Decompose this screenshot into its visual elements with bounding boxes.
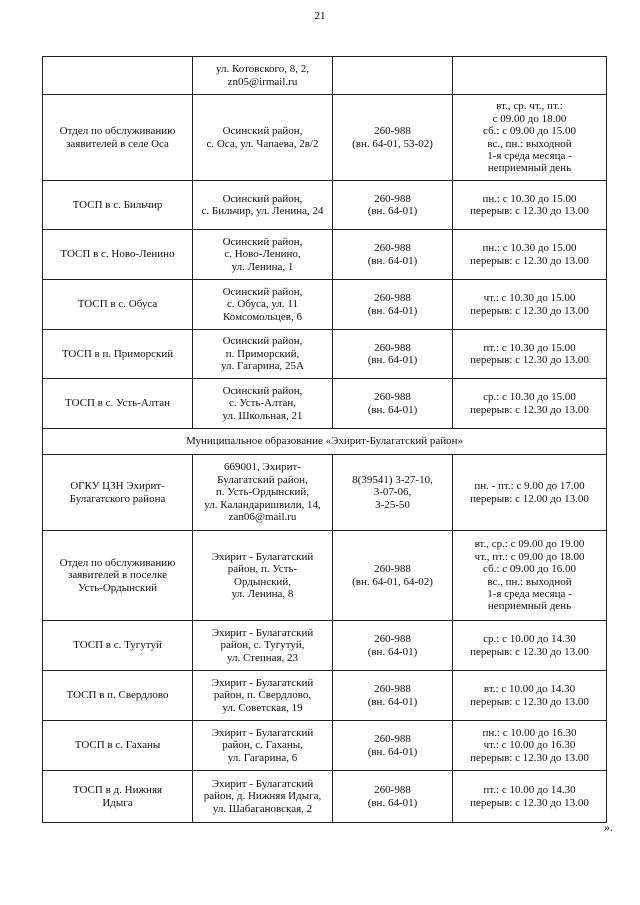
table-row <box>43 455 607 531</box>
section-row <box>43 429 607 455</box>
office-name-cell: ТОСП в п. Свердлово <box>43 671 193 721</box>
office-schedule-cell: пт.: с 10.00 до 14.30 перерыв: с 12.30 до 13.00 <box>453 771 607 823</box>
table-row <box>43 230 607 280</box>
table-row <box>43 330 607 379</box>
table-row <box>43 671 607 721</box>
table-row <box>43 181 607 230</box>
office-address-cell: Эхирит - Булагатский район, п. Свердлово, ул. Советская, 19 <box>193 671 333 721</box>
offices-table <box>42 56 607 823</box>
office-phone-cell: 260-988 (вн. 64-01, 53-02) <box>333 95 453 181</box>
office-name-cell: ТОСП в п. Приморский <box>43 330 193 379</box>
office-name-cell: ТОСП в с. Бильчир <box>43 181 193 230</box>
office-schedule-cell: чт.: с 10.30 до 15.00 перерыв: с 12.30 до 13.00 <box>453 280 607 330</box>
office-address-cell: Осинский район, с. Обуса, ул. 11 Комсомольцев, 6 <box>193 280 333 330</box>
office-schedule-cell <box>453 57 607 95</box>
office-phone-cell: 260-988 (вн. 64-01) <box>333 181 453 230</box>
office-phone-cell: 260-988 (вн. 64-01) <box>333 280 453 330</box>
office-schedule-cell: пн. - пт.: с 9.00 до 17.00 перерыв: с 12.00 до 13.00 <box>453 455 607 531</box>
section-title: Муниципальное образование «Эхирит-Булагатский район» <box>43 429 607 455</box>
office-address-cell: Осинский район, с. Бильчир, ул. Ленина, 24 <box>193 181 333 230</box>
table-row <box>43 280 607 330</box>
office-name-cell: Отдел по обслуживанию заявителей в поселке Усть-Ордынский <box>43 531 193 621</box>
office-phone-cell: 260-988 (вн. 64-01) <box>333 671 453 721</box>
office-schedule-cell: вт.: с 10.00 до 14.30 перерыв: с 12.30 до 13.00 <box>453 671 607 721</box>
office-name-cell: ТОСП в д. Нижняя Идыга <box>43 771 193 823</box>
office-address-cell: Эхирит - Булагатский район, с. Тугутуй, ул. Степная, 23 <box>193 621 333 671</box>
office-phone-cell <box>333 57 453 95</box>
office-name-cell: ТОСП в с. Тугутуй <box>43 621 193 671</box>
office-schedule-cell: пн.: с 10.00 до 16.30 чт.: с 10.00 до 16.30 перерыв: с 12.30 до 13.00 <box>453 721 607 771</box>
table-row <box>43 531 607 621</box>
office-address-cell: Осинский район, с. Оса, ул. Чапаева, 2в/2 <box>193 95 333 181</box>
office-phone-cell: 260-988 (вн. 64-01, 64-02) <box>333 531 453 621</box>
office-schedule-cell: пн.: с 10.30 до 15.00 перерыв: с 12.30 до 13.00 <box>453 230 607 280</box>
office-name-cell: ТОСП в с. Ново-Ленино <box>43 230 193 280</box>
office-name-cell: Отдел по обслуживанию заявителей в селе Оса <box>43 95 193 181</box>
office-schedule-cell: ср.: с 10.00 до 14.30 перерыв: с 12.30 до 13.00 <box>453 621 607 671</box>
office-address-cell: ул. Котовского, 8, 2, zn05@irmail.ru <box>193 57 333 95</box>
table-row <box>43 771 607 823</box>
office-phone-cell: 260-988 (вн. 64-01) <box>333 379 453 429</box>
office-phone-cell: 260-988 (вн. 64-01) <box>333 330 453 379</box>
office-address-cell: Осинский район, п. Приморский, ул. Гагарина, 25А <box>193 330 333 379</box>
office-phone-cell: 260-988 (вн. 64-01) <box>333 721 453 771</box>
table-row <box>43 379 607 429</box>
office-name-cell <box>43 57 193 95</box>
office-address-cell: Эхирит - Булагатский район, п. Усть- Ордынский, ул. Ленина, 8 <box>193 531 333 621</box>
office-phone-cell: 260-988 (вн. 64-01) <box>333 771 453 823</box>
office-schedule-cell: пт.: с 10.30 до 15.00 перерыв: с 12.30 до 13.00 <box>453 330 607 379</box>
office-address-cell: Эхирит - Булагатский район, с. Гаханы, ул. Гагарина, 6 <box>193 721 333 771</box>
page-number: 21 <box>314 10 326 22</box>
closing-quote-mark: ». <box>604 820 613 834</box>
office-name-cell: ТОСП в с. Гаханы <box>43 721 193 771</box>
office-name-cell: ТОСП в с. Усть-Алтан <box>43 379 193 429</box>
office-name-cell: ОГКУ ЦЗН Эхирит- Булагатского района <box>43 455 193 531</box>
office-phone-cell: 260-988 (вн. 64-01) <box>333 230 453 280</box>
office-schedule-cell: пн.: с 10.30 до 15.00 перерыв: с 12.30 до 13.00 <box>453 181 607 230</box>
table-row <box>43 721 607 771</box>
office-address-cell: Эхирит - Булагатский район, д. Нижняя Идыга, ул. Шабагановская, 2 <box>193 771 333 823</box>
office-phone-cell: 8(39541) 3-27-10, 3-07-06, 3-25-50 <box>333 455 453 531</box>
office-address-cell: Осинский район, с. Усть-Алтан, ул. Школьная, 21 <box>193 379 333 429</box>
table-row <box>43 621 607 671</box>
office-schedule-cell: вт., ср. чт., пт.: с 09.00 до 18.00 сб.: с 09.00 до 15.00 вс., пн.: выходной 1-я среда месяца - неприемный день <box>453 95 607 181</box>
office-schedule-cell: ср.: с 10.30 до 15.00 перерыв: с 12.30 до 13.00 <box>453 379 607 429</box>
office-name-cell: ТОСП в с. Обуса <box>43 280 193 330</box>
office-schedule-cell: вт., ср.: с 09.00 до 19.00 чт., пт.: с 09.00 до 18.00 сб.: с 09.00 до 16.00 вс., пн.: выходной 1-я среда месяца - неприемный день <box>453 531 607 621</box>
table-row <box>43 95 607 181</box>
office-address-cell: 669001, Эхирит- Булагатский район, п. Усть-Ордынский, ул. Каландаришвили, 14, zan06@mail.ru <box>193 455 333 531</box>
table-row <box>43 57 607 95</box>
office-phone-cell: 260-988 (вн. 64-01) <box>333 621 453 671</box>
office-address-cell: Осинский район, с. Ново-Ленино, ул. Ленина, 1 <box>193 230 333 280</box>
